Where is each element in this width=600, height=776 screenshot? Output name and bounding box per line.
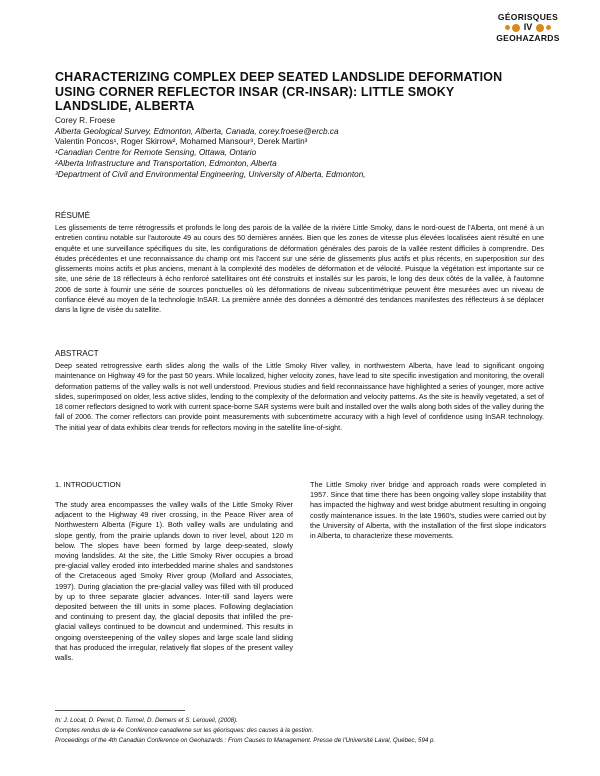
footnote-line-3: Proceedings of the 4th Canadian Conference on Geohazards : From Causes to Management. Presse de l'Université Laval, Québec, 594 p. (55, 737, 436, 744)
logo-line-numeral (478, 22, 578, 33)
logo-line-geohazards: GEOHAZARDS (496, 33, 560, 43)
lead-author: Corey R. Froese (55, 116, 116, 125)
section-heading-introduction: 1. INTRODUCTION (55, 480, 121, 489)
logo-line-georisques: GÉORISQUES (497, 12, 559, 22)
logo-dot-icon (512, 24, 520, 32)
intro-column-left: The study area encompasses the valley walls of the Little Smoky River adjacent to the Highway 49 river crossing, in the Peace River area of Northwestern Alberta (Figure 1). Both valley walls are undulating and slope gently, from the prairie uplands down to river level, about 120 m below. The slopes have been formed by large deep-seated, slowly moving landslides. At the site, the Little Smoky River occupies a broad pre-glacial valley eroded into interbedded marine shales and sandstones of the Cretaceous aged Smoky River group (Mollard and Associates, 1997). During glaciation the pre-glacial valley was filled with till produced by up to three separate glacier advances. Inter-till sand layers were deposited between the till units in some places. Following deglaciation and continuing to present day, the glacial deposits that infilled the pre-glacial valleys continued to be downcut and undermined. This results in ongoing oversteepening of the valley slopes and large scale land sliding that has produced the irregular, relatively flat slopes of the present valley walls. (55, 500, 293, 663)
affiliation-1: ¹Canadian Centre for Remote Sensing, Ottawa, Ontario (55, 148, 257, 158)
intro-column-right: The Little Smoky river bridge and approach roads were completed in 1957. Since that time there has been ongoing valley slope instability that has impacted the highway and west bridge abutment resulting in ongoing costly maintenance issues. In the late 1960's, studies were carried out by the University of Alberta, with the installation of the first slope indicators in Alberta, to characterize these movements. (310, 480, 546, 541)
title-line-1: CHARACTERIZING COMPLEX DEEP SEATED LANDSLIDE DEFORMATION (55, 70, 503, 84)
paper-title (55, 70, 540, 114)
affiliation-3: ³Department of Civil and Environmental Engineering, University of Alberta, Edmonton, (55, 169, 366, 179)
conference-logo (478, 12, 578, 43)
logo-dot-icon (546, 25, 551, 30)
logo-numeral: IV (523, 22, 533, 32)
co-authors: Valentin Poncos¹, Roger Skirrow², Mohamed Mansour³, Derek Martin³ (55, 137, 308, 147)
affiliation-2: ²Alberta Infrastructure and Transportation, Edmonton, Alberta (55, 158, 277, 168)
abstract-text: Deep seated retrogressive earth slides along the walls of the Little Smoky River valley, in northwestern Alberta, have lead to significant ongoing maintenance on Highway 49 for the past 50 years. While localized, higher velocity zones, have lead to site specific investigation and monitoring, the overall deformation patterns of the valley walls is not well understood. Previous studies and field reconnaissance have highlighted a series of younger, more active slides, superimposed on older, less active slides, lending to the complexity of the deformation and velocity patterns. As the site is heavily vegetated, a set of 18 corner reflectors designed to work with current space-borne SAR systems were built and installed over the walls along both sides of the valley during the fall of 2006. The corner reflectors can provide point measurements with subcentimetre accuracy with a high level of confidence using InSAR technology. The initial year of data exhibits clear trends for reflectors moving in the satellite line-of-sight. (55, 362, 544, 432)
footnote-line-2: Comptes rendus de la 4e Conférence canadienne sur les géorisques: des causes à la gestion. (55, 727, 314, 734)
lead-author-affiliation: Alberta Geological Survey, Edmonton, Alberta, Canada, corey.froese@ercb.ca (55, 126, 339, 136)
resume-heading: RÉSUMÉ (55, 211, 91, 220)
logo-dot-icon (536, 24, 544, 32)
abstract-heading: ABSTRACT (55, 349, 99, 358)
proceedings-footnote (55, 716, 555, 746)
footnote-line-1: In: J. Locat, D. Perret, D. Turmel, D. Demers et S. Leroueil, (2008). (55, 717, 238, 724)
title-line-3: LANDSLIDE, ALBERTA (55, 99, 195, 114)
footnote-rule (55, 710, 185, 711)
author-block (55, 116, 555, 180)
title-line-2: USING CORNER REFLECTOR INSAR (CR-INSAR): LITTLE SMOKY (55, 84, 455, 99)
logo-dot-icon (505, 25, 510, 30)
resume-text: Les glissements de terre rétrogressifs et profonds le long des parois de la vallée de la rivière Little Smoky, dans le nord-ouest de l'Alberta, ont mené à un entretien continu notable sur l'autoroute 49 au cours des 50 dernières années. Bien que les zones de vitesse plus élevées localisées aient résulté en une enquête et une surveillance spécifiques du site, les configurations de déformation générales des parois de la vallée restent difficiles à comprendre. Des études précédentes et une reconnaissance du champ ont mis l'accent sur une série de glissements plus actifs et plus récents, en superposition sur des glissements moins actifs et plus anciens, menant à la complexité des modèles de déformation et de vélocité. Puisque la végétation est importante sur ce site, une série de 18 réflecteurs à écho renforcé satellitaires ont été construits et installés sur les parois, le long des deux côtés de la vallée, à l'automne 2006 de sorte à fournir une série de sources ponctuelles où les déformations de niveau subcentimétrique peuvent être mesurées avec un niveau de confiance élevé au moyen de la technologie InSAR. La première année des données a démontré des tendances manifestes des réflecteurs à se déplacer dans la ligne de visée du satellite. (55, 224, 544, 314)
